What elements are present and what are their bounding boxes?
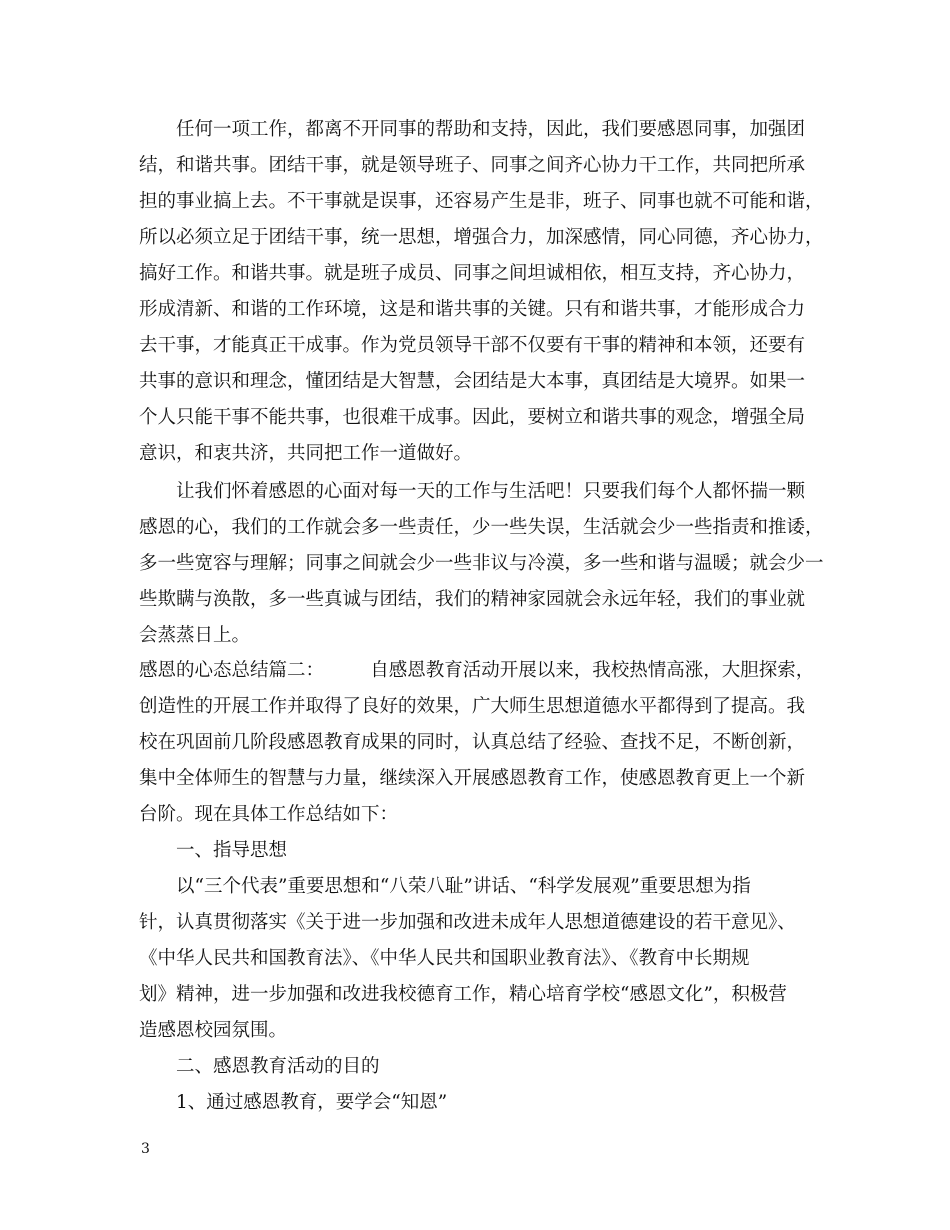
section-heading-line: 感恩的心态总结篇二： 自感恩教育活动开展以来，我校热情高涨，大胆探索， [139,660,815,681]
text-line: 台阶。现在具体工作总结如下： [139,804,399,825]
text-line: 意识，和衷共济，共同把工作一道做好。 [139,443,473,464]
page-number: 3 [141,1141,150,1157]
text-line: 划》精神，进一步加强和改进我校德育工作，精心培育学校“感恩文化”，积极营 [139,984,787,1005]
text-line: 针，认真贯彻落实《关于进一步加强和改进未成年人思想道德建设的若干意见》、 [139,912,796,933]
text-line: 造感恩校园氛围。 [139,1020,288,1041]
text-line: 多一些宽容与理解；同事之间就会少一些非议与冷漠，多一些和谐与温暖；就会少一 [139,553,824,574]
text-line: 《中华人民共和国教育法》、《中华人民共和国职业教育法》、《教育中长期规 [139,948,750,969]
text-line: 所以必须立足于团结干事，统一思想，增强合力，加深感情，同心同德，齐心协力， [139,227,824,248]
subheading: 二、感恩教育活动的目的 [176,1056,380,1077]
text-line: 创造性的开展工作并取得了良好的效果，广大师生思想道德水平都得到了提高。我 [139,696,806,717]
text-line: 担的事业搞上去。不干事就是误事，还容易产生是非，班子、同事也就不可能和谐， [139,191,824,212]
text-line: 集中全体师生的智慧与力量，继续深入开展感恩教育工作，使感恩教育更上一个新 [139,768,806,789]
text-line: 共事的意识和理念，懂团结是大智慧，会团结是大本事，真团结是大境界。如果一 [139,371,806,392]
text-line: 会蒸蒸日上。 [139,625,251,646]
text-line: 些欺瞒与涣散，多一些真诚与团结，我们的精神家园就会永远年轻，我们的事业就 [139,589,806,610]
text-line: 以“三个代表”重要思想和“八荣八耻”讲话、“科学发展观”重要思想为指 [176,876,751,897]
text-line: 结，和谐共事。团结干事，就是领导班子、同事之间齐心协力干工作，共同把所承 [139,155,806,176]
subheading: 一、指导思想 [176,840,288,861]
text-line: 1、通过感恩教育，要学会“知恩” [176,1092,448,1113]
text-line: 让我们怀着感恩的心面对每一天的工作与生活吧！只要我们每个人都怀揣一颗 [176,481,806,502]
text-line: 去干事，才能真正干成事。作为党员领导干部不仅要有干事的精神和本领，还要有 [139,335,806,356]
text-line: 感恩的心，我们的工作就会多一些责任，少一些失误，生活就会少一些指责和推诿， [139,517,824,538]
text-line: 校在巩固前几阶段感恩教育成果的同时，认真总结了经验、查找不足，不断创新， [139,732,806,753]
text-line: 搞好工作。和谐共事。就是班子成员、同事之间坦诚相依，相互支持，齐心协力， [139,263,806,284]
text-line: 个人只能干事不能共事，也很难干成事。因此，要树立和谐共事的观念，增强全局 [139,407,806,428]
text-line: 形成清新、和谐的工作环境，这是和谐共事的关键。只有和谐共事，才能形成合力 [139,299,806,320]
text-line: 任何一项工作，都离不开同事的帮助和支持，因此，我们要感恩同事，加强团 [176,119,806,140]
